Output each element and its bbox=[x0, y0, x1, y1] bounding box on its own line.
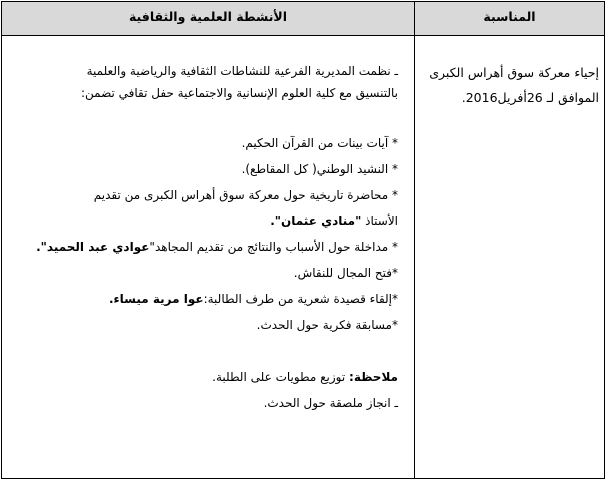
activities-cell bbox=[2, 60, 398, 416]
activity-item-5: *فتح المجال للنقاش. bbox=[293, 266, 398, 280]
occasion-column-header: المناسبة bbox=[483, 9, 536, 24]
intro-line-1: ـ نظمت المديرية الفرعية للنشاطات الثقافية والرياضية والعلمية bbox=[86, 64, 398, 78]
occasion-cell bbox=[415, 60, 599, 110]
occasion-line-1: إحياء معركة سوق أهراس الكبرى bbox=[429, 65, 599, 80]
student-name: عوا مرية ميساء. bbox=[108, 292, 204, 306]
activity-item-3a: * محاضرة تاريخية حول معركة سوق أهراس الكبرى من تقديم bbox=[93, 188, 398, 202]
activities-table bbox=[1, 1, 605, 479]
activity-item-4 bbox=[2, 234, 398, 260]
intervention-text: * مداخلة حول الأسباب والنتائج من تقديم المجاهد" bbox=[149, 240, 398, 254]
activity-item-2: * النشيد الوطني( كل المقاطع). bbox=[241, 162, 398, 176]
activity-item-3b bbox=[2, 208, 398, 234]
note-text: توزيع مطويات على الطلبة. bbox=[212, 370, 350, 384]
spacer bbox=[2, 338, 398, 364]
note-extra: ـ انجاز ملصقة حول الحدث. bbox=[263, 396, 398, 410]
activity-item-6 bbox=[2, 286, 398, 312]
table-header-row bbox=[2, 2, 604, 36]
intro-line-2: بالتنسيق مع كلية العلوم الإنسانية والاجتماعية حفل تقافي تضمن: bbox=[80, 86, 398, 100]
spacer bbox=[2, 104, 398, 130]
lecturer-title: الأستاذ bbox=[361, 214, 398, 228]
activity-item-1: * آيات بينات من القرآن الحكيم. bbox=[241, 136, 398, 150]
poem-text: *إلقاء قصيدة شعرية من طرف الطالبة: bbox=[203, 292, 398, 306]
note-line bbox=[2, 364, 398, 390]
mujahid-name: عوادي عبد الحميد". bbox=[36, 240, 150, 254]
lecturer-name: "منادي عثمان". bbox=[270, 214, 362, 228]
activities-column-header: الأنشطة العلمية والثقافية bbox=[128, 9, 288, 24]
note-label: ملاحظة: bbox=[349, 370, 398, 384]
activity-item-7: *مسابقة فكرية حول الحدث. bbox=[256, 318, 398, 332]
occasion-line-2: الموافق لـ 26أفريل2016. bbox=[461, 90, 599, 105]
